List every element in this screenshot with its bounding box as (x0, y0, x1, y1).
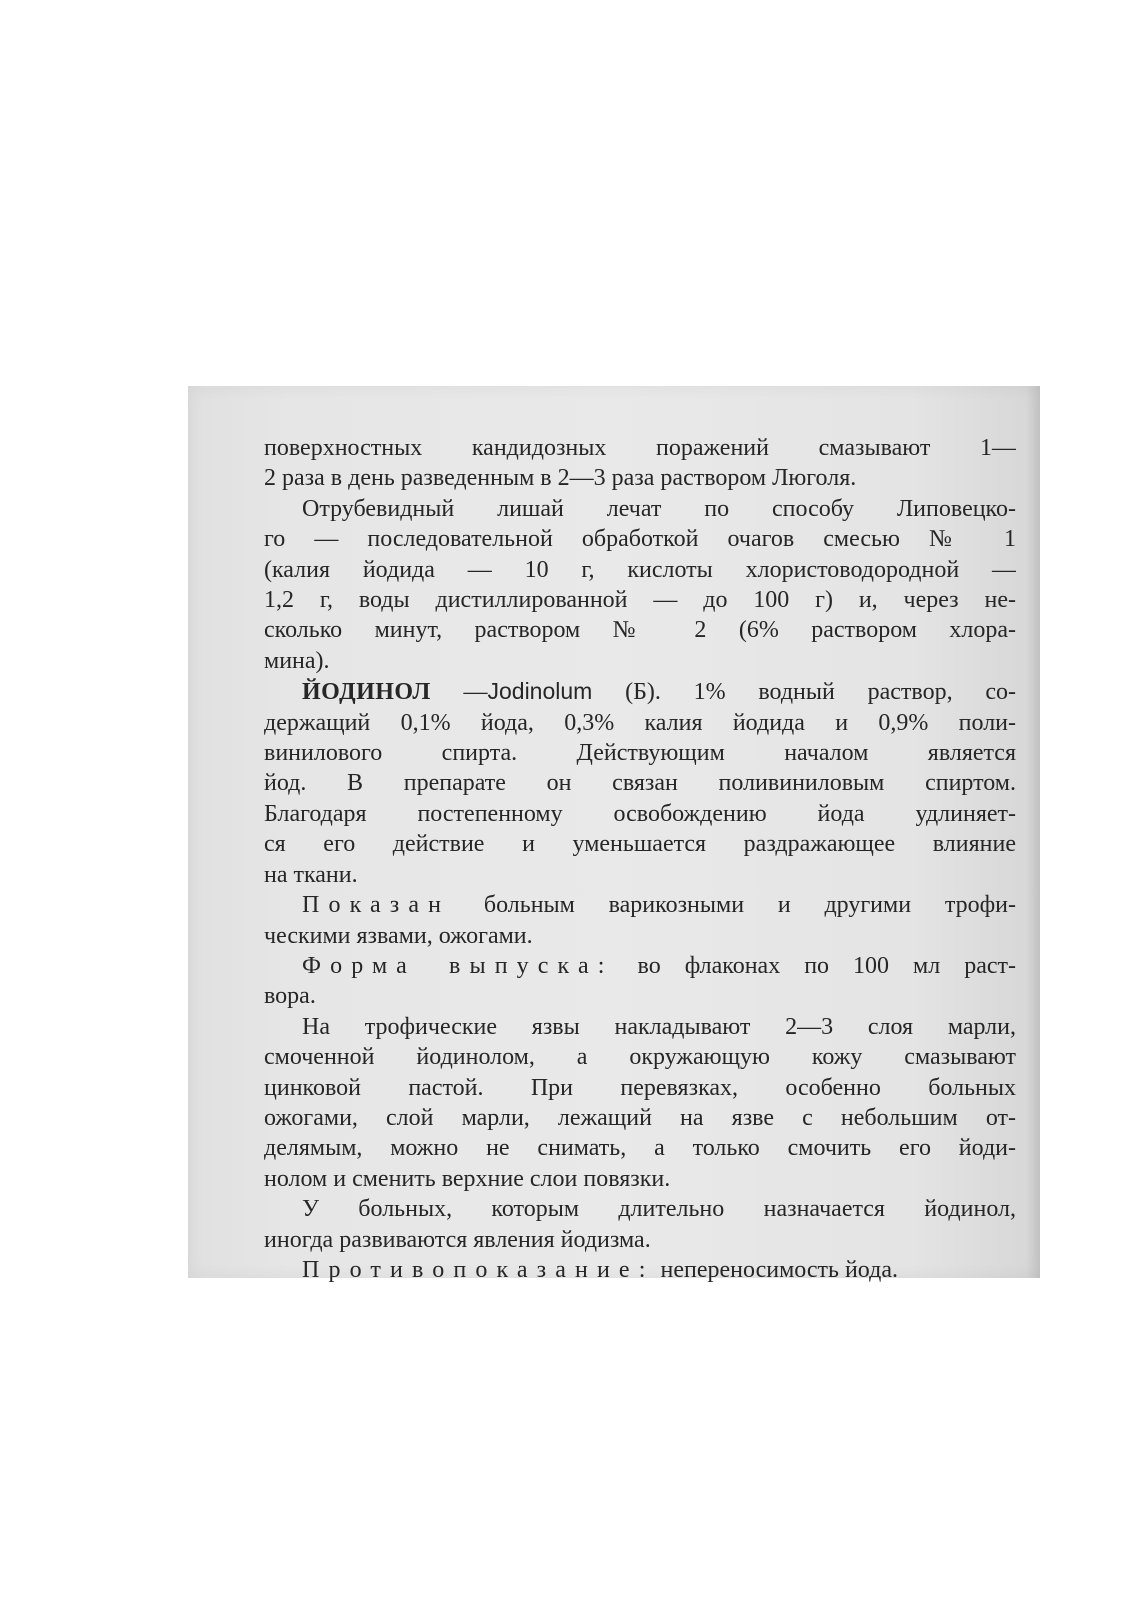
text-line: цинковой пастой. При перевязках, особенно больных (264, 1074, 1016, 1101)
text-line: На трофические язвы накладывают 2—3 слоя марли, (302, 1013, 1016, 1040)
spaced-term: Показан (302, 892, 451, 919)
text-line: на ткани. (264, 861, 358, 888)
text-line: иногда развиваются явления йодизма. (264, 1226, 651, 1253)
text-line: смоченной йодинолом, а окружающую кожу смазывают (264, 1044, 1016, 1071)
text-fragment: больным варикозными и другими трофи- (450, 892, 1016, 919)
text-fragment: непереносимость йода. (654, 1256, 898, 1283)
text-line: 1,2 г, воды дистиллированной — до 100 г) и, через не- (264, 587, 1016, 614)
text-line (264, 676, 1016, 707)
text-fragment: во флаконах по 100 мл раст- (613, 952, 1016, 979)
text-line (264, 1255, 1016, 1285)
text-line: (калия йодида — 10 г, кислоты хлористоводородной — (264, 556, 1016, 583)
spaced-term: Противопоказание: (302, 1256, 655, 1283)
text-line: вора. (264, 983, 316, 1010)
text-line (264, 951, 1016, 981)
text-fragment: (Б). 1% водный раствор, со- (592, 679, 1016, 706)
text-fragment: — (430, 679, 488, 706)
text-line: винилового спирта. Действующим началом является (264, 740, 1016, 767)
text-line: Благодаря постепенному освобождению йода удлиняет- (264, 800, 1016, 827)
text-line: ожогами, слой марли, лежащий на язве с небольшим от- (264, 1104, 1016, 1131)
text-line: мина). (264, 647, 330, 674)
latin-name: Jodinolum (487, 678, 593, 705)
text-line: держащий 0,1% йода, 0,3% калия йодида и 0,9% поли- (264, 709, 1016, 736)
text-line: сколько минут, раствором № 2 (6% раствором хлора- (264, 617, 1016, 644)
text-line: ся его действие и уменьшается раздражающее влияние (264, 831, 1016, 858)
document-body (264, 433, 1016, 1285)
text-line: ческими язвами, ожогами. (264, 922, 533, 949)
text-line: поверхностных кандидозных поражений смазывают 1— (264, 435, 1016, 461)
text-line: делямым, можно не снимать, а только смочить его йоди- (264, 1135, 1016, 1162)
text-line: го — последовательной обработкой очагов смесью № 1 (264, 526, 1016, 553)
text-line (264, 890, 1016, 920)
spaced-term: Форма выпуска: (302, 952, 614, 979)
text-line: нолом и сменить верхние слои повязки. (264, 1165, 671, 1192)
text-line: Отрубевидный лишай лечат по способу Липовецко- (302, 495, 1016, 522)
drug-name-heading: ЙОДИНОЛ (302, 679, 431, 706)
text-line: У больных, которым длительно назначается йодинол, (302, 1196, 1016, 1223)
text-line: йод. В препарате он связан поливиниловым спиртом. (264, 770, 1016, 797)
text-line: 2 раза в день разведенным в 2—3 раза раствором Люголя. (264, 465, 857, 492)
